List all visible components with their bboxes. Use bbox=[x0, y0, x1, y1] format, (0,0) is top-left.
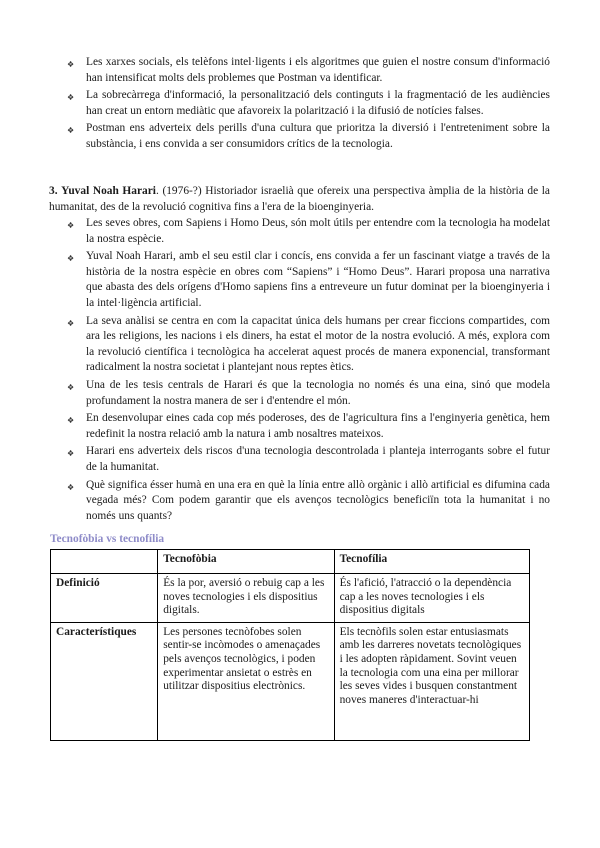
diamond-bullet-icon: ❖ bbox=[67, 126, 75, 136]
list-item-text: Una de les tesis centrals de Harari és que la tecnologia no només és una eina, sinó que modela profundament la nostra manera de ser i d'entendre el món. bbox=[86, 378, 550, 407]
list-item-text: Postman ens adverteix dels perills d'una cultura que prioritza la diversió i l'entreteniment sobre la substància, i ens convida a ser consumidors crítics de la tecnologia. bbox=[86, 122, 550, 150]
list-item-text: Yuval Noah Harari, amb el seu estil clar i concís, ens convida a fer un fascinant viatge a través de la història de la nostra espècie en obres com “Sapiens” i “Homo Deus”. Harari proposa una narrativa que abasta des dels orígens d'Homo sapiens fins a entreveure un futur dominat per la bioenginyeria i la intel·ligència artificial. bbox=[86, 250, 550, 309]
harari-bullet-list bbox=[66, 216, 550, 526]
table-caption: Tecnofòbia vs tecnofília bbox=[50, 533, 165, 545]
diamond-bullet-icon: ❖ bbox=[67, 382, 75, 392]
diamond-bullet-icon: ❖ bbox=[67, 482, 75, 492]
cell-definicio-tecnofilia: És l'afició, l'atracció o la dependència cap a les noves tecnologies i els dispositius digitals bbox=[334, 574, 529, 623]
section-author-name: Yuval Noah Harari bbox=[61, 185, 156, 197]
list-item bbox=[66, 378, 550, 409]
row-label-definicio: Definició bbox=[51, 574, 158, 623]
list-item-text: La sobrecàrrega d'informació, la personalització dels continguts i la fragmentació de les audiències han creat un entorn mediàtic que afavoreix la polarització i la difusió de notícies falses. bbox=[86, 89, 550, 117]
table-row bbox=[51, 574, 530, 623]
list-item-text: En desenvolupar eines cada cop més poderoses, des de l'agricultura fins a l'enginyeria genètica, hem redefinit la nostra relació amb la natura i amb nosaltres mateixos. bbox=[86, 412, 550, 440]
table-header-empty bbox=[51, 550, 158, 574]
cell-caracteristiques-tecnofilia: Els tecnòfils solen estar entusiasmats amb les darreres novetats tecnològiques i les adopten ràpidament. Sovint veuen la tecnologia com una eina per millorar les seves vides i busquen constantment noves maneres d'interactuar-hi bbox=[334, 622, 529, 740]
list-item bbox=[66, 478, 550, 525]
harari-intro-paragraph bbox=[49, 184, 550, 215]
section-intro-text: . (1976-?) Historiador israelià que ofereix una perspectiva àmplia de la història de la humanitat, des de la revolució cognitiva fins a l'era de la bioenginyeria. bbox=[49, 185, 550, 213]
list-item bbox=[66, 411, 550, 442]
postman-bullet-list bbox=[66, 55, 550, 155]
diamond-bullet-icon: ❖ bbox=[67, 416, 75, 426]
diamond-bullet-icon: ❖ bbox=[67, 254, 75, 264]
row-label-caracteristiques: Característiques bbox=[51, 622, 158, 740]
diamond-bullet-icon: ❖ bbox=[67, 221, 75, 230]
list-item bbox=[66, 55, 550, 86]
section-number: 3. bbox=[49, 185, 58, 197]
list-item bbox=[66, 314, 550, 376]
list-item bbox=[66, 121, 550, 152]
list-item-text: Les xarxes socials, els telèfons intel·ligents i els algoritmes que guien el nostre consum d'informació han intensificat molts dels problemes que Postman va identificar. bbox=[86, 56, 550, 84]
table-header-tecnofobia: Tecnofòbia bbox=[158, 550, 334, 574]
tecnofobia-tecnofilia-table bbox=[50, 549, 530, 741]
diamond-bullet-icon: ❖ bbox=[67, 60, 75, 69]
diamond-bullet-icon: ❖ bbox=[67, 449, 75, 459]
list-item-text: Les seves obres, com Sapiens i Homo Deus, són molt útils per entendre com la tecnologia ha modelat la nostra espècie. bbox=[86, 217, 550, 245]
table-header-tecnofilia: Tecnofília bbox=[334, 550, 529, 574]
list-item-text: Què significa ésser humà en una era en què la línia entre allò orgànic i allò artificial es difumina cada vegada més? Com podem garantir que els avenços tecnològics beneficiïn tota la humanitat i no només uns quants? bbox=[86, 478, 550, 522]
list-item bbox=[66, 88, 550, 119]
table-header-row bbox=[51, 550, 530, 574]
list-item-text: La seva anàlisi se centra en com la capacitat única dels humans per crear ficcions compartides, com ara les religions, les nacions i els diners, ha estat el motor de la nostra evolució. A més, explora com la revolució científica i tecnològica ha accelerat aquest procés de manera exponencial, transformant radicalment la nostra societat i plantejant nous reptes ètics. bbox=[86, 314, 550, 374]
table-row bbox=[51, 622, 530, 740]
diamond-bullet-icon: ❖ bbox=[67, 318, 75, 328]
cell-caracteristiques-tecnofobia: Les persones tecnòfobes solen sentir-se incòmodes o amenaçades pels avenços tecnològics, i poden experimentar ansietat o estrès en utilitzar dispositius electrònics. bbox=[158, 622, 334, 740]
diamond-bullet-icon: ❖ bbox=[67, 93, 75, 103]
list-item bbox=[66, 216, 550, 247]
list-item-text: Harari ens adverteix dels riscos d'una tecnologia descontrolada i planteja interrogants sobre el futur de la humanitat. bbox=[86, 445, 550, 473]
cell-definicio-tecnofobia: És la por, aversió o rebuig cap a les noves tecnologies i els dispositius digitals. bbox=[158, 574, 334, 623]
list-item bbox=[66, 444, 550, 475]
list-item bbox=[66, 249, 550, 311]
